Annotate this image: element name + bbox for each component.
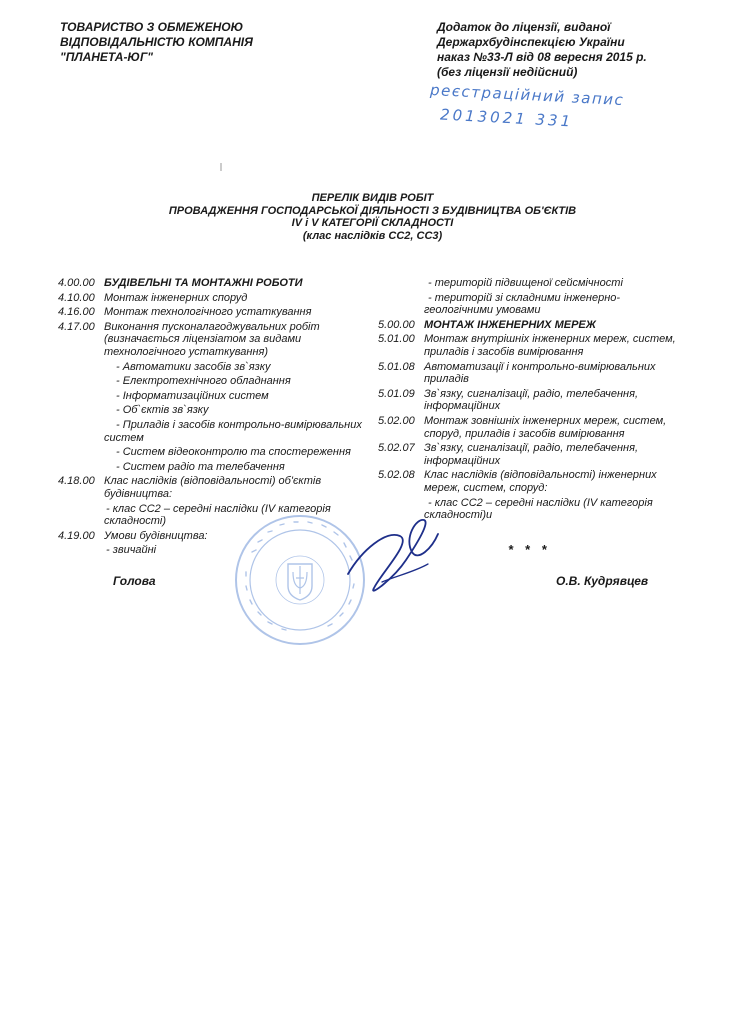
work-code: 5.01.08 (378, 360, 415, 373)
work-code: 4.00.00 (58, 277, 95, 289)
work-subitem: - клас СС2 – середні наслідки (IV категорія (106, 502, 331, 515)
end-of-list-stars: * * * (508, 542, 551, 557)
work-subitem: - територій зі складними інженерно- (428, 291, 621, 304)
company-line: ВІДПОВІДАЛЬНІСТЮ КОМПАНІЯ (60, 35, 253, 49)
title-line: (клас наслідків СС2, СС3) (302, 229, 443, 242)
work-item (58, 475, 368, 488)
attachment-line: наказ №33-Л від 08 вересня 2015 р. (437, 50, 647, 64)
work-code: 5.01.00 (378, 333, 415, 346)
scan-mark (218, 163, 224, 171)
signature (342, 512, 442, 596)
work-note: інформаційних (424, 400, 501, 413)
work-item (378, 469, 678, 482)
work-subitem: - Автоматики засобів зв`язку (116, 360, 271, 373)
work-title: Зв`язку, сигналізації, радіо, телебачення, (424, 442, 638, 455)
work-code: 4.16.00 (58, 306, 95, 319)
work-subitem: - Систем радіо та телебачення (116, 460, 285, 473)
work-item (378, 388, 678, 401)
work-list-right-column (378, 277, 678, 524)
license-attachment-note (437, 20, 647, 80)
work-subitem: - Об`єктів зв`язку (116, 404, 209, 417)
work-item (378, 333, 678, 346)
work-item (58, 292, 368, 305)
handwritten-registration-number: 2013021 331 (439, 105, 574, 131)
title-line: ПЕРЕЛІК ВИДІВ РОБІТ (311, 192, 434, 204)
company-line: ТОВАРИСТВО З ОБМЕЖЕНОЮ (60, 20, 244, 34)
work-subitem-cont: складності)и (424, 509, 493, 522)
work-title: Монтаж інженерних споруд (104, 291, 248, 304)
work-subitem: - Електротехнічного обладнання (116, 375, 291, 388)
work-item (378, 415, 678, 428)
attachment-line: Додаток до ліцензії, виданої (437, 20, 611, 34)
work-code: 5.01.09 (378, 387, 415, 400)
work-title: Монтаж зовнішніх інженерних мереж, систем, (424, 414, 667, 427)
attachment-line: Держархбудінспекцією України (437, 35, 625, 49)
work-subitem-cont: складності) (104, 515, 167, 528)
work-code: 5.00.00 (378, 318, 415, 331)
work-code: 4.17.00 (58, 320, 95, 333)
document-title (0, 192, 745, 242)
signatory-title: Голова (113, 574, 156, 588)
work-title: Зв`язку, сигналізації, радіо, телебачення, (424, 387, 638, 400)
work-item (378, 442, 678, 455)
work-item (378, 361, 678, 374)
work-subitem: - Систем відеоконтролю та спостереження (116, 446, 351, 459)
work-subitem-cont: систем (104, 431, 144, 444)
work-code: 4.18.00 (58, 475, 95, 488)
work-title: Автоматизації і контрольно-вимірювальних (424, 360, 656, 373)
work-code: 5.02.07 (378, 442, 415, 455)
work-item (58, 277, 368, 290)
title-line: ПРОВАДЖЕННЯ ГОСПОДАРСЬКОЇ ДІЯЛЬНОСТІ З БУДІВНИЦТВА ОБ'ЄКТІВ (168, 204, 577, 217)
work-item (58, 306, 368, 319)
work-note: приладів (424, 373, 469, 386)
work-item (58, 321, 368, 334)
work-title: БУДІВЕЛЬНІ ТА МОНТАЖНІ РОБОТИ (104, 277, 303, 289)
work-title: Монтаж технологічного устаткування (104, 306, 312, 319)
company-name (60, 20, 253, 65)
work-subitem: - територій підвищеної сейсмічності (428, 277, 623, 289)
work-note: мереж, систем, споруд: (424, 481, 548, 494)
signatory-name: О.В. Кудрявцев (556, 574, 649, 588)
work-note: будівництва: (104, 487, 173, 500)
work-subitem: - Приладів і засобів контрольно-вимірювальних (116, 418, 362, 431)
work-subitem: - клас СС2 – середні наслідки (IV категорія (428, 496, 653, 509)
work-title: МОНТАЖ ІНЖЕНЕРНИХ МЕРЕЖ (424, 318, 596, 331)
attachment-line: (без ліцензії недійсний) (437, 65, 578, 79)
work-title: Виконання пусконалагоджувальних робіт (104, 320, 320, 333)
work-note: інформаційних (424, 454, 501, 467)
work-subitem: - Інформатизаційних систем (116, 389, 269, 402)
title-line: IV і V КАТЕГОРІЇ СКЛАДНОСТІ (291, 217, 454, 229)
work-item (378, 319, 678, 332)
work-code: 4.10.00 (58, 291, 95, 304)
work-note: (визначається ліцензіатом за видами (104, 333, 302, 346)
work-code: 5.02.08 (378, 469, 415, 482)
work-subitem-cont: геологічними умовами (424, 304, 541, 317)
work-note: приладів і засобів вимірювання (424, 345, 584, 358)
handwritten-registration-note: реєстраційний запис (429, 80, 625, 110)
work-subitem: - звичайні (106, 544, 157, 557)
work-title: Умови будівництва: (104, 529, 208, 542)
work-title: Клас наслідків (відповідальності) об'єктів (104, 475, 322, 488)
work-title: Монтаж внутрішніх інженерних мереж, систем, (424, 333, 676, 346)
company-line: "ПЛАНЕТА-ЮГ" (60, 50, 153, 64)
work-note: технологічного устаткування) (104, 345, 269, 358)
work-code: 4.19.00 (58, 529, 95, 542)
work-note: споруд, приладів і засобів вимірювання (424, 427, 625, 440)
work-title: Клас наслідків (відповідальності) інженерних (424, 469, 657, 482)
work-code: 5.02.00 (378, 414, 415, 427)
